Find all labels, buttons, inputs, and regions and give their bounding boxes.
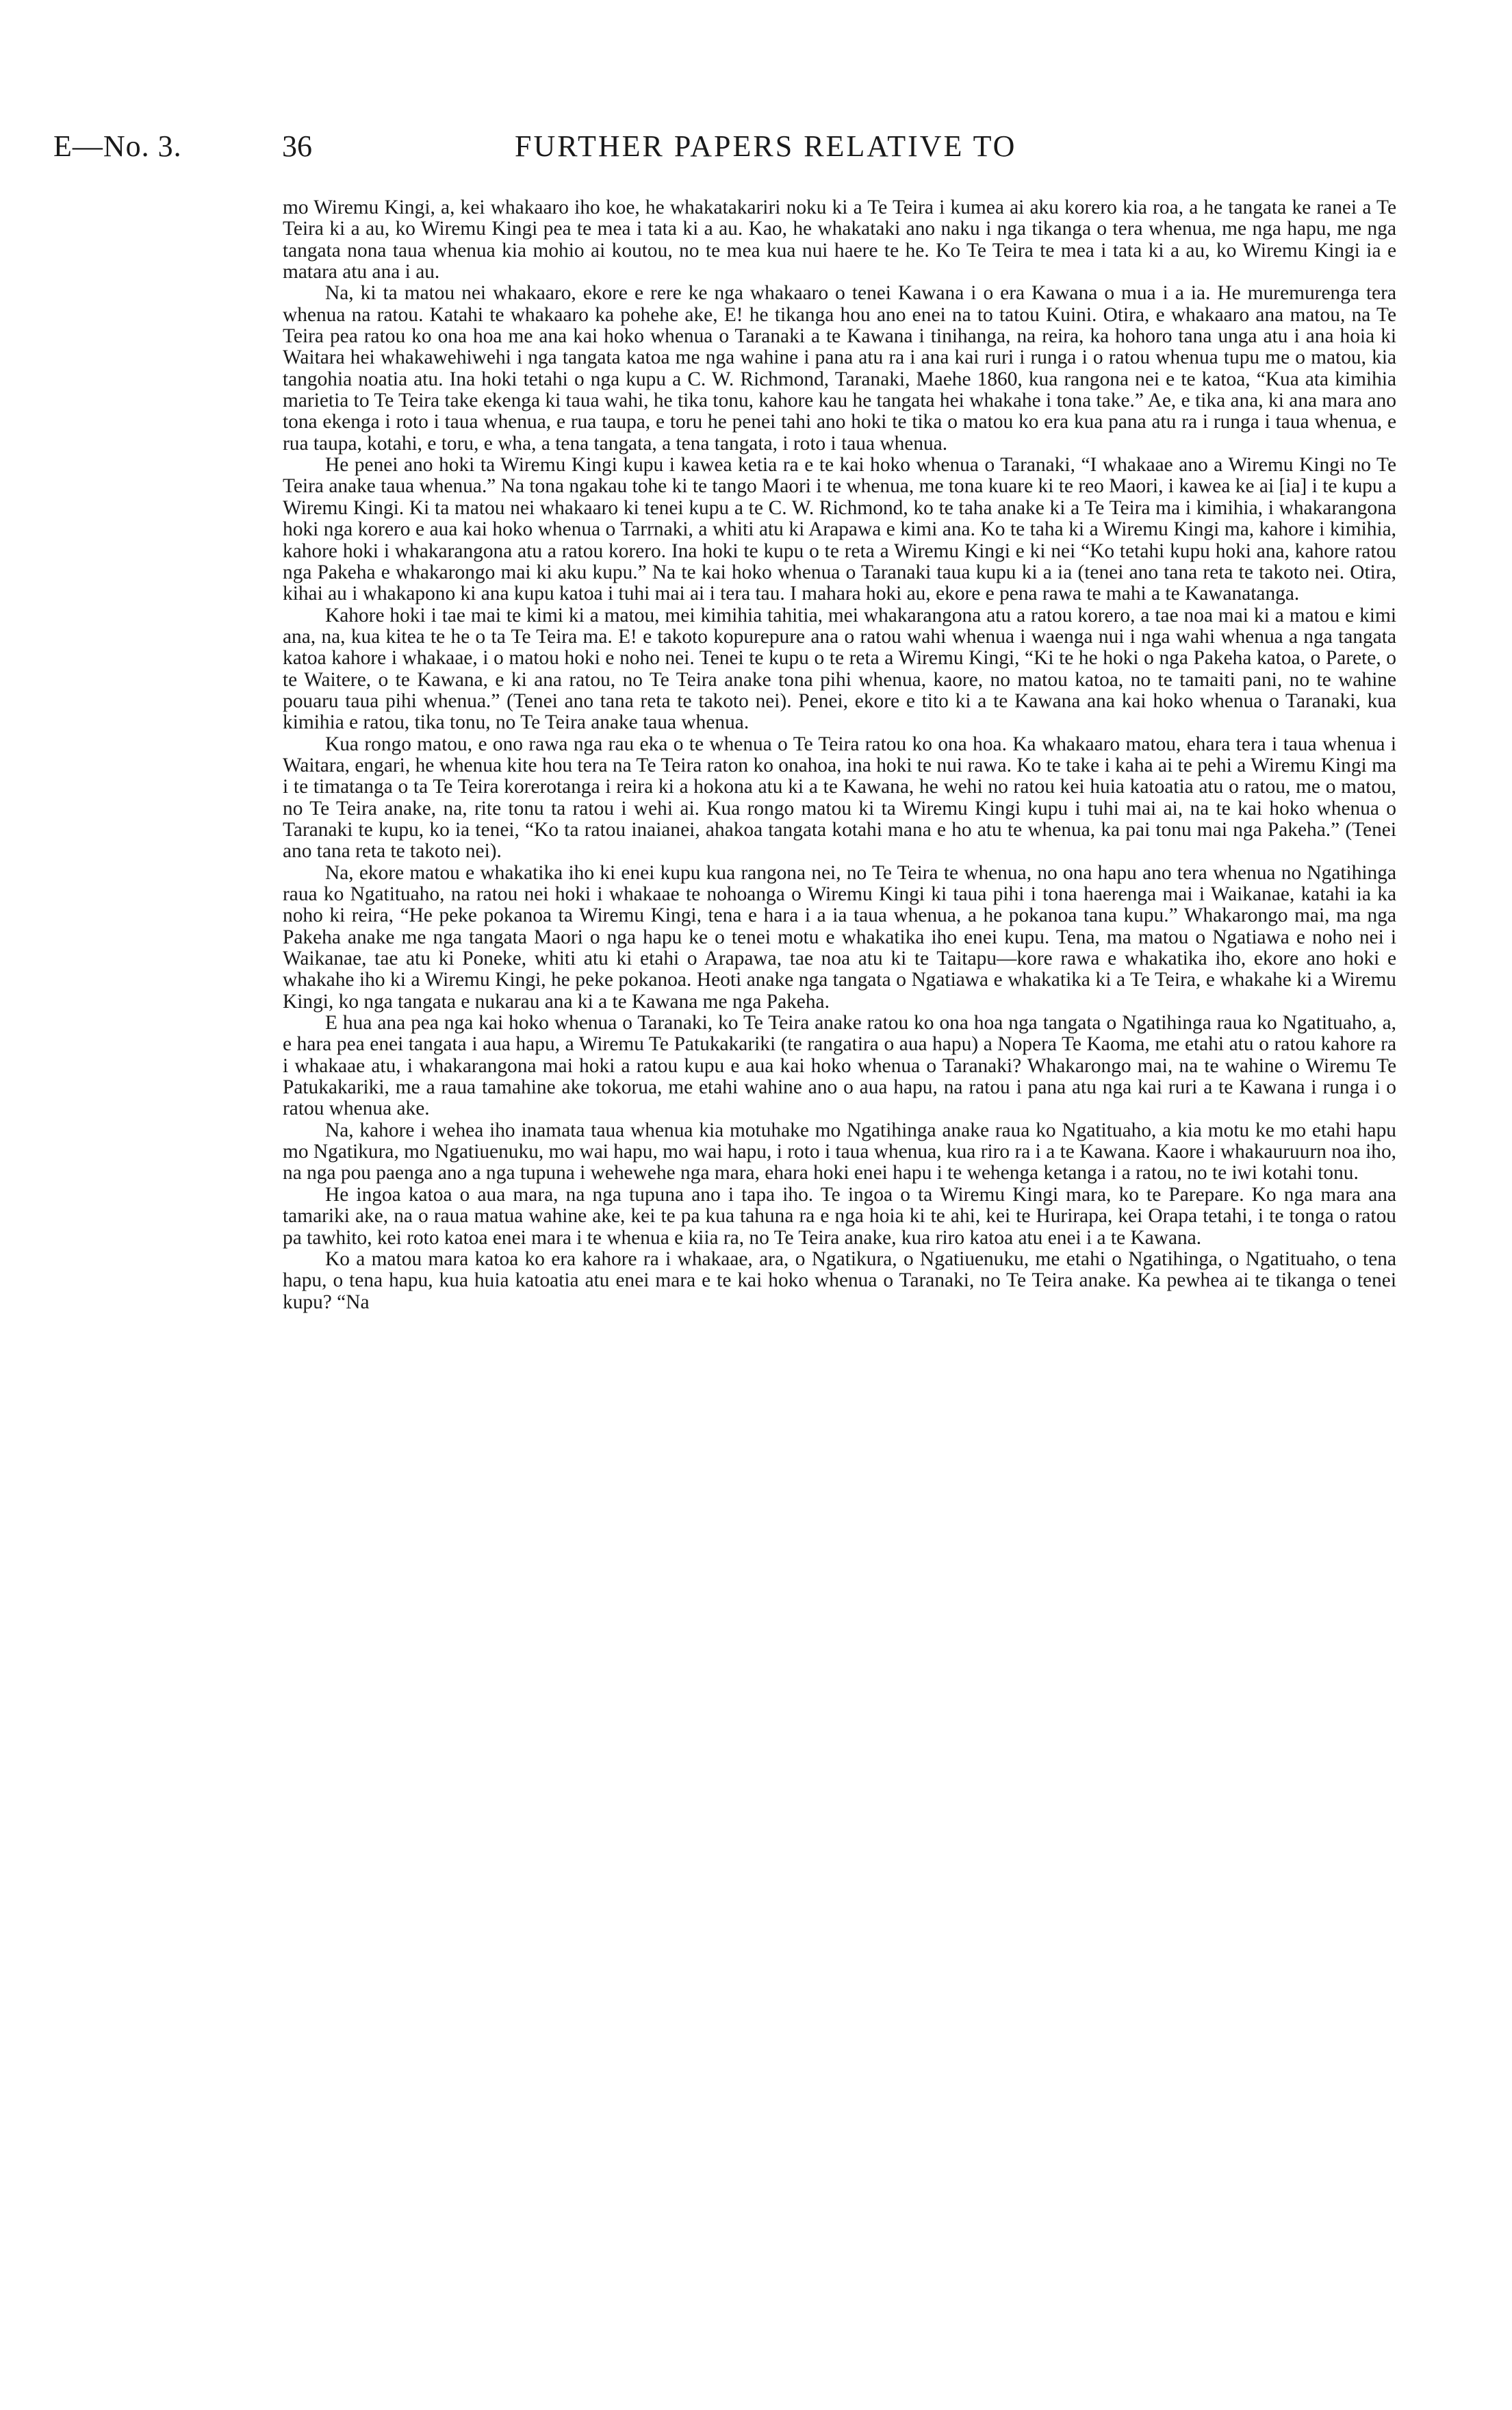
paragraph: Na, ki ta matou nei whakaaro, ekore e rere ke nga whakaaro o tenei Kawana i o era Kawana o mua i a ia. He muremurenga tera whenua na ratou. Katahi te whakaaro ka pohehe ake, E! he tikanga hou ano enei na to tatou Kuini. Otira, e whakaaro ana matou, na Te Teira pea ratou ko ona hoa me ana kai hoko whenua o Taranaki a te Kawana i tinihanga, na reira, ka hohoro tana unga atu i ana hoia ki Waitara hei whakawehiwehi i nga tangata katoa me nga wahine i pana atu ra i ana kai ruri i runga i o ratou whenua tupu me o matou, kia tangohia noatia atu. Ina hoki tetahi o nga kupu a C. W. Richmond, Taranaki, Maehe 1860, kua rangona nei e te katoa, “Kua ata kimihia marietia to Te Teira take ekenga ki taua wahi, he tika tonu, kahore kau he tangata hei whakahe i tona take.” Ae, e tika ana, ki ana mara ano tona ekenga i roto i taua whenua, e rua taupa, e toru he penei tahi ano hoki te tika o matou ko era kua pana atu ra i runga i taua whenua, e rua taupa, kotahi, e toru, e wha, a tena tangata, a tena tangata, i roto i taua whenua. [283,282,1396,455]
page-header [0,129,1512,170]
body-text [283,197,1396,1313]
running-title: FURTHER PAPERS RELATIVE TO [515,129,1017,163]
paragraph: Kua rongo matou, e ono rawa nga rau eka o te whenua o Te Teira ratou ko ona hoa. Ka whakaaro matou, ehara tera i taua whenua i Waitara, engari, he whenua kite hou tera na Te Teira raton ko onahoa, ina hoki te nui rawa. Ko te take i kaha ai te pehi a Wiremu Kingi ma i te timatanga o ta Te Teira korerotanga i reira ki a hokona atu ki a te Kawana, he wehi no ratou kei huia katoatia atu o ratou, me o matou, no Te Teira anake, na, rite tonu ta ratou i wehi ai. Kua rongo matou ki ta Wiremu Kingi kupu i tuhi mai ai, na te kai hoko whenua o Taranaki te kupu, ko ia tenei, “Ko ta ratou inaianei, ahakoa tangata kotahi mana e ho atu te whenua, ka pai tonu mai nga Pakeha.” (Tenei ano tana reta te takoto nei). [283,733,1396,863]
document-series: E—No. 3. [53,129,182,163]
paragraph: Na, ekore matou e whakatika iho ki enei kupu kua rangona nei, no Te Teira te whenua, no ona hapu ano tera whenua no Ngatihinga raua ko Ngatituaho, na ratou nei hoki i whakaae te nohoanga o Wiremu Kingi ki taua pihi i tona haerenga mai i Waikanae, katahi ia ka noho ki reira, “He peke pokanoa ta Wiremu Kingi, tena e hara i a ia taua whenua, a he pokanoa tana kupu.” Whakarongo mai, ma nga Pakeha anake me nga tangata Maori o nga hapu ke o tenei motu e whakatika iho enei kupu. Tena, ma matou o Ngatiawa e noho nei i Waikanae, tae atu ki Poneke, whiti atu ki etahi o Arapawa, tae noa atu ki te Taitapu—kore rawa e whakatika iho, ekore ano hoki e whakahe iho ki a Wiremu Kingi, he peke pokanoa. Heoti anake nga tangata o Ngatiawa e whakatika ki a Te Teira, e whakahe ki a Wiremu Kingi, ko nga tangata e nukarau ana ki a te Kawana me nga Pakeha. [283,861,1396,1013]
paragraph: He ingoa katoa o aua mara, na nga tupuna ano i tapa iho. Te ingoa o ta Wiremu Kingi mara, ko te Parepare. Ko nga mara ana tamariki ake, na o raua matua wahine ake, kei te pa kua tahuna ra e nga hoia ki te ahi, kei te Hurirapa, kei Orapa tetahi, i te tonga o ratou pa tawhito, kei roto katoa enei mara i te whenua e kiia ra, no Te Teira anake, kua riro katoa atu enei i a te Kawana. [283,1183,1396,1249]
paragraph: mo Wiremu Kingi, a, kei whakaaro iho koe, he whakatakariri noku ki a Te Teira i kumea ai aku korero kia roa, a he tangata ke ranei a Te Teira ki a au, ko Wiremu Kingi pea te mea i tata ki a au. Kao, he whakataki ano naku i nga tikanga o tera whenua, me nga hapu, me nga tangata nona taua whenua kia mohio ai koutou, no te mea kua nui haere te he. Ko Te Teira te mea i tata ki a au, ko Wiremu Kingi ia e matara atu ana i au. [283,196,1396,283]
paragraph: Kahore hoki i tae mai te kimi ki a matou, mei kimihia tahitia, mei whakarangona atu a ratou korero, a tae noa mai ki a matou e kimi ana, na, kua kitea te he o ta Te Teira ma. E! e takoto kopurepure ana o ratou wahi whenua i waenga nui i nga wahi whenua a nga tangata katoa kahore i whakaae, i o matou hoki e noho nei. Tenei te kupu o te reta a Wiremu Kingi, “Ki te he hoki o nga Pakeha katoa, o Parete, o te Waitere, o te Kawana, e ki ana ratou, no Te Teira anake tona pihi whenua, kaore, no matou katoa, no te tamaiti pani, no te wahine pouaru taua pihi whenua.” (Tenei ano tana reta te takoto nei). Penei, ekore e tito ki a te Kawana ana kai hoko whenua o Taranaki, kua kimihia e ratou, tika tonu, no Te Teira anake taua whenua. [283,604,1396,734]
page-number: 36 [282,129,312,163]
paragraph: E hua ana pea nga kai hoko whenua o Taranaki, ko Te Teira anake ratou ko ona hoa nga tangata o Ngatihinga raua ko Ngatituaho, a, e hara pea enei tangata i aua hapu, a Wiremu Te Patukakariki (te rangatira o aua hapu) a Nopera Te Kaoma, me etahi atu o ratou kahore ra i whakaae atu, i whakarangona mai hoki a ratou kupu e aua kai hoko whenua o Taranaki? Whakarongo mai, na te wahine o Wiremu Te Patukakariki, me a raua tamahine ake tokorua, me etahi wahine ano o aua hapu, na ratou i pana atu nga kai ruri a te Kawana i runga i o ratou whenua ake. [283,1012,1396,1120]
paragraph: Ko a matou mara katoa ko era kahore ra i whakaae, ara, o Ngatikura, o Ngatiuenuku, me etahi o Ngatihinga, o Ngatituaho, o tena hapu, o tena hapu, kua huia katoatia atu enei mara e te kai hoko whenua o Taranaki, no Te Teira anake. Ka pewhea ai te tikanga o tenei kupu? “Na [283,1247,1396,1313]
paragraph: He penei ano hoki ta Wiremu Kingi kupu i kawea ketia ra e te kai hoko whenua o Taranaki, “I whakaae ano a Wiremu Kingi no Te Teira anake taua whenua.” Na tona ngakau tohe ki te tango Maori i te whenua, me tona kuare ki te reo Maori, i kawea ke ai [ia] i te kupu a Wiremu Kingi. Ki ta matou nei whakaaro ki tenei kupu a te C. W. Richmond, ko te taha anake ki a Te Teira ma i kimihia, i whakarangona hoki nga korero e aua kai hoko whenua o Tarrnaki, a whiti atu ki Arapawa e kimi ana. Ko te taha ki a Wiremu Kingi ma, kahore i kimihia, kahore hoki i whakarangona atu a ratou korero. Ina hoki te kupu o te reta a Wiremu Kingi e ki nei “Ko tetahi kupu hoki ana, kahore ratou nga Pakeha e whakarongo mai ki aku kupu.” Na te kai hoko whenua o Taranaki taua kupu ki a ia (tenei ano tana reta te takoto nei. Otira, kihai au i whakapono ki ana kupu katoa i tuhi mai ai i tera tau. I mahara hoki au, ekore e pena rawa te mahi a te Kawanatanga. [283,454,1396,605]
paragraph: Na, kahore i wehea iho inamata taua whenua kia motuhake mo Ngatihinga anake raua ko Ngatituaho, a kia motu ke mo etahi hapu mo Ngatikura, mo Ngatiuenuku, mo wai hapu, mo wai hapu, i roto i taua whenua, kua riro ra i a te Kawana. Kaore i whakauruurn noa iho, na nga pou paenga ano a nga tupuna i wehewehe nga mara, ehara hoki enei hapu i te wehenga ketanga i a ratou, no te iwi kotahi tonu. [283,1119,1396,1184]
